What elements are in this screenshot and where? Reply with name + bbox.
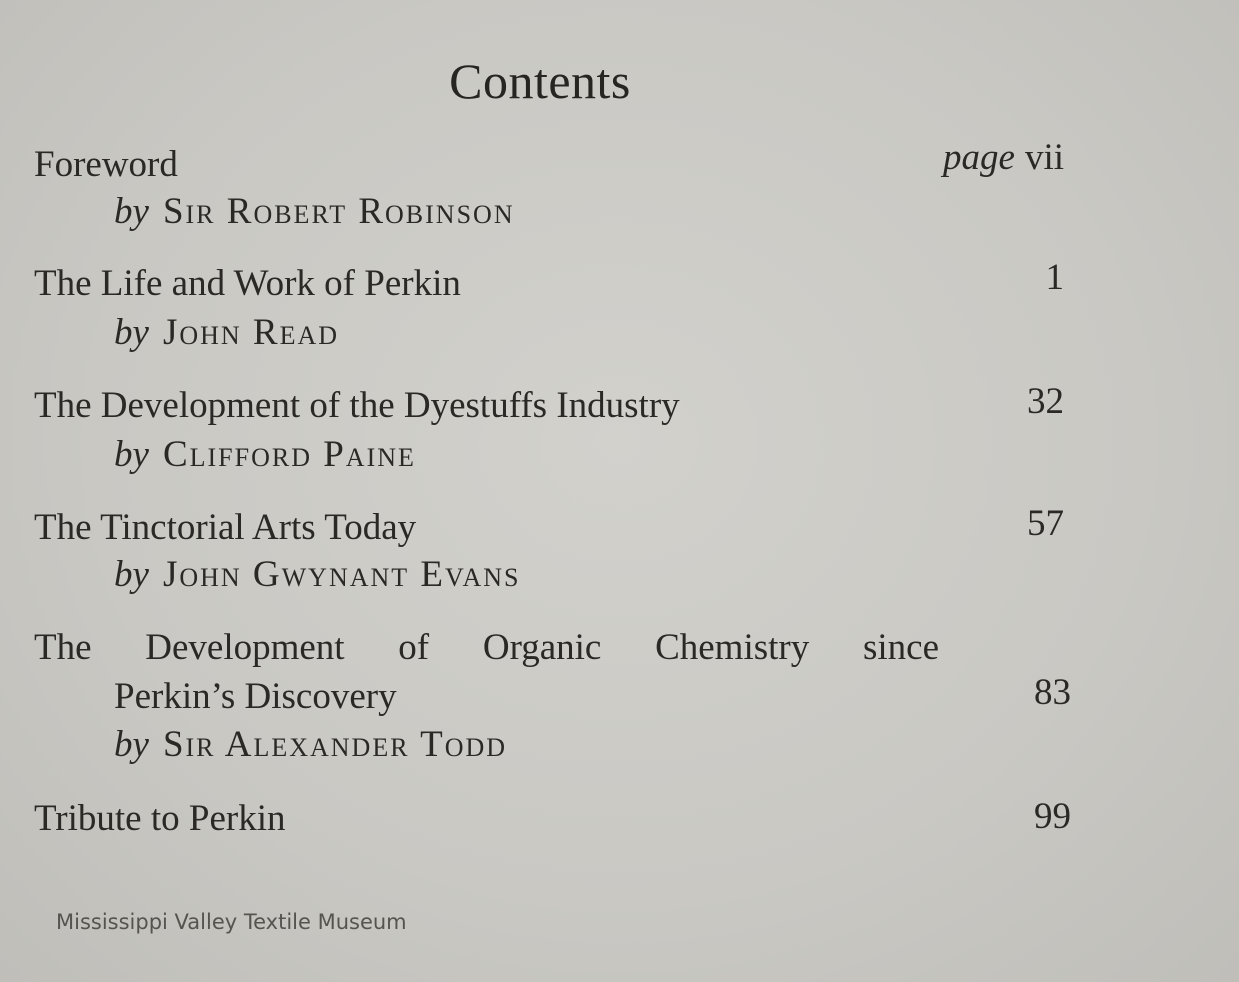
watermark-credit: Mississippi Valley Textile Museum bbox=[56, 910, 407, 934]
author-name: Sir Robert Robinson bbox=[162, 191, 515, 232]
author-name: Clifford Paine bbox=[162, 434, 416, 475]
entry-author-dyestuffs bbox=[114, 433, 416, 476]
entry-page-tribute: 99 bbox=[1034, 796, 1071, 837]
entry-author-foreword bbox=[114, 190, 515, 233]
entry-title-tribute: Tribute to Perkin bbox=[34, 798, 286, 839]
author-name: Sir Alexander Todd bbox=[162, 724, 508, 765]
page-number: vii bbox=[1024, 137, 1064, 178]
entry-page-foreword bbox=[943, 136, 1064, 179]
entry-page-life-and-work: 1 bbox=[1045, 257, 1064, 298]
by-label: by bbox=[114, 554, 149, 595]
by-label: by bbox=[114, 191, 149, 232]
author-name: John Gwynant Evans bbox=[162, 554, 521, 595]
entry-title-life-and-work: The Life and Work of Perkin bbox=[34, 263, 461, 304]
by-label: by bbox=[114, 434, 149, 475]
page-prefix: page bbox=[943, 137, 1015, 178]
author-name: John Read bbox=[162, 312, 340, 353]
entry-page-dyestuffs: 32 bbox=[1027, 381, 1064, 422]
entry-title-organic-line2: Perkin’s Discovery bbox=[114, 676, 397, 717]
by-label: by bbox=[114, 312, 149, 353]
entry-title-tinctorial: The Tinctorial Arts Today bbox=[34, 507, 417, 548]
entry-title-foreword: Foreword bbox=[34, 144, 178, 185]
page-title: Contents bbox=[449, 53, 631, 109]
entry-title-dyestuffs: The Development of the Dyestuffs Industry bbox=[34, 385, 680, 426]
entry-title-organic-line1: The Development of Organic Chemistry since bbox=[34, 627, 939, 668]
by-label: by bbox=[114, 724, 149, 765]
entry-page-organic: 83 bbox=[1034, 672, 1071, 713]
entry-author-life-and-work bbox=[114, 311, 339, 354]
entry-author-tinctorial bbox=[114, 553, 520, 596]
entry-author-organic bbox=[114, 723, 507, 766]
entry-page-tinctorial: 57 bbox=[1027, 503, 1064, 544]
